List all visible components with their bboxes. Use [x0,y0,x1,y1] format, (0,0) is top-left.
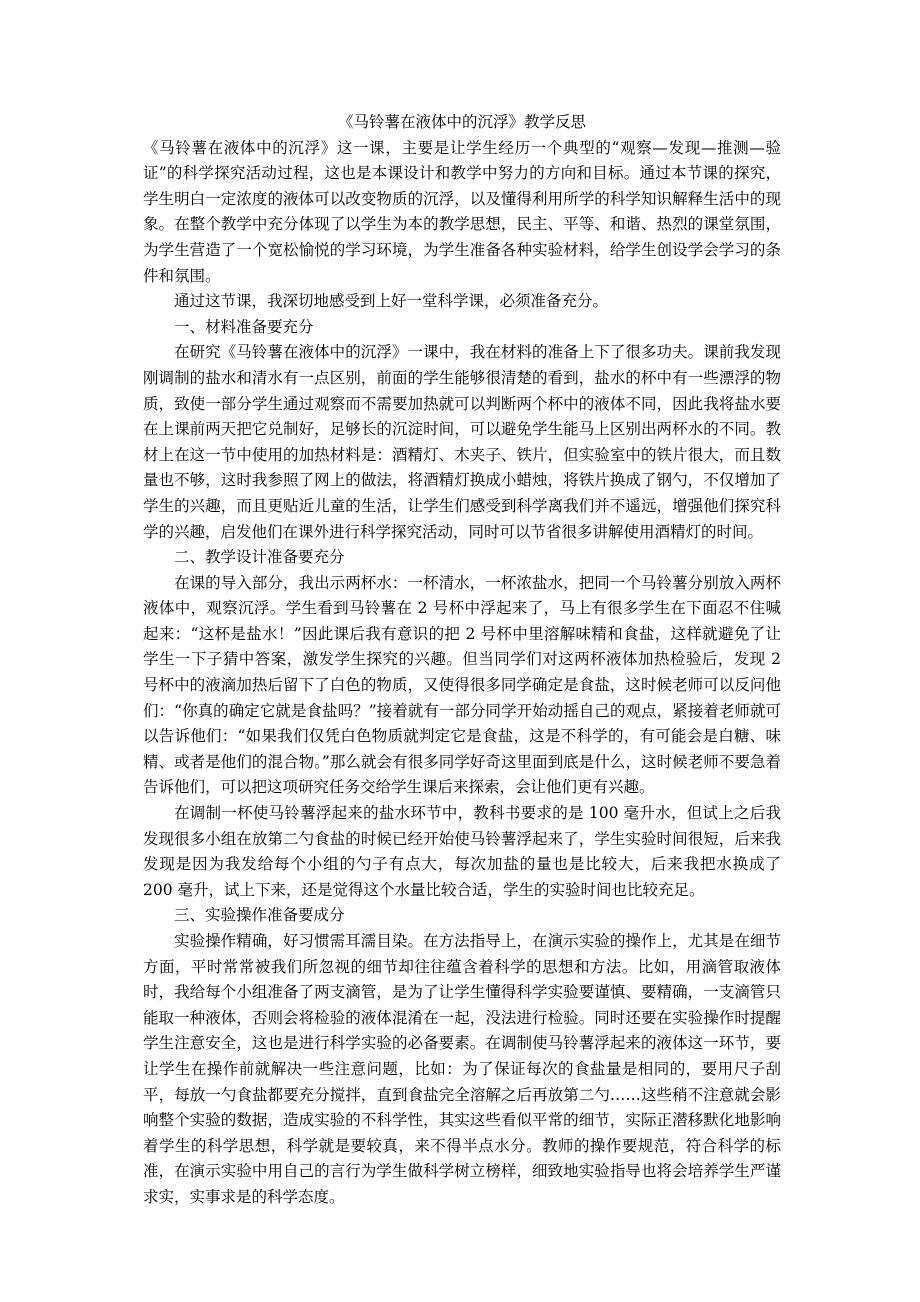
document-body [143,110,781,1211]
paragraph-materials: 在研究《马铃薯在液体中的沉浮》一课中，我在材料的准备上下了很多功夫。课前我发现刚调制的盐水和清水有一点区别，前面的学生能够很清楚的看到，盐水的杯中有一些漂浮的物质，致使一部分学生通过观察而不需要加热就可以判断两个杯中的液体不同，因此我将盐水要在上课前两天把它兑制好，足够长的沉淀时间，可以避免学生能马上区别出两杯水的不同。教材上在这一节中使用的加热材料是：酒精灯、木夹子、铁片，但实验室中的铁片很大，而且数量也不够，这时我参照了网上的做法，将酒精灯换成小蜡烛，将铁片换成了钢勺，不仅增加了学生的兴趣，而且更贴近儿童的生活，让学生们感受到科学离我们并不遥远，增强他们探究科学的兴趣，启发他们在课外进行科学探究活动，同时可以节省很多讲解使用酒精灯的时间。 [143,343,781,541]
paragraph-design-saltwater: 在调制一杯使马铃薯浮起来的盐水环节中，教科书要求的是 100 毫升水，但试上之后我发现很多小组在放第二勺食盐的时候已经开始使马铃薯浮起来了，学生实验时间很短，后来我发现是因为我发给每个小组的勺子有点大，每次加盐的量也是比较大，后来我把水换成了 200 毫升，试上下来，还是觉得这个水量比较合适，学生的实验时间也比较充足。 [143,804,781,899]
paragraph-summary: 通过这节课，我深切地感受到上好一堂科学课，必须准备充分。 [174,292,609,311]
section-heading-design: 二、教学设计准备要充分 [174,548,345,567]
section-heading-operation: 三、实验操作准备要成分 [174,906,345,925]
paragraph-operation: 实验操作精确，好习惯需耳濡目染。在方法指导上，在演示实验的操作上，尤其是在细节方面，平时常常被我们所忽视的细节却往往蕴含着科学的思想和方法。比如，用滴管取液体时，我给每个小组准备了两支滴管，是为了让学生懂得科学实验要谨慎、要精确，一支滴管只能取一种液体，否则会将检验的液体混淆在一起，没法进行检验。同时还要在实验操作时提醒学生注意安全，这也是进行科学实验的必备要素。在调制使马铃薯浮起来的液体这一环节，要让学生在操作前就解决一些注意问题，比如：为了保证每次的食盐量是相同的，要用尺子刮平，每放一勺食盐都要充分搅拌，直到食盐完全溶解之后再放第二勺……这些稍不注意就会影响整个实验的数据，造成实验的不科学性，其实这些看似平常的细节，实际正潜移默化地影响着学生的科学思想，科学就是要较真，来不得半点水分。教师的操作要规范，符合科学的标准，在演示实验中用自己的言行为学生做科学树立榜样，细致地实验指导也将会培养学生严谨求实，实事求是的科学态度。 [143,932,781,1206]
document-title: 《马铃薯在液体中的沉浮》教学反思 [337,113,586,131]
paragraph-design-intro: 在课的导入部分，我出示两杯水：一杯清水，一杯浓盐水，把同一个马铃薯分别放入两杯液体中，观察沉浮。学生看到马铃薯在 2 号杯中浮起来了，马上有很多学生在下面忍不住喊起来：“这杯是盐水！”因此课后我有意识的把 2 号杯中里溶解味精和食盐，这样就避免了让学生一下子猜中答案，激发学生探究的兴趣。但当同学们对这两杯液体加热检验后，发现 2 号杯中的液滴加热后留下了白色的物质，又使得很多同学确定是食盐，这时候老师可以反问他们：“你真的确定它就是食盐吗？”接着就有一部分同学开始动摇自己的观点，紧接着老师就可以告诉他们：“如果我们仅凭白色物质就判定它是食盐，这是不科学的，有可能会是白糖、味精、或者是他们的混合物。”那么就会有很多同学好奇这里面到底是什么，这时候老师不要急着告诉他们，可以把这项研究任务交给学生课后来探索，会让他们更有兴趣。 [143,573,781,797]
paragraph-intro: 《马铃薯在液体中的沉浮》这一课，主要是让学生经历一个典型的“观察—发现—推测—验证”的科学探究活动过程，这也是本课设计和教学中努力的方向和目标。通过本节课的探究，学生明白一定浓度的液体可以改变物质的沉浮，以及懂得利用所学的科学知识解释生活中的现象。在整个教学中充分体现了以学生为本的教学思想，民主、平等、和谐、热烈的课堂氛围，为学生营造了一个宽松愉悦的学习环境，为学生准备各种实验材料，给学生创设学会学习的条件和氛围。 [143,138,781,285]
section-heading-materials: 一、材料准备要充分 [174,317,314,336]
